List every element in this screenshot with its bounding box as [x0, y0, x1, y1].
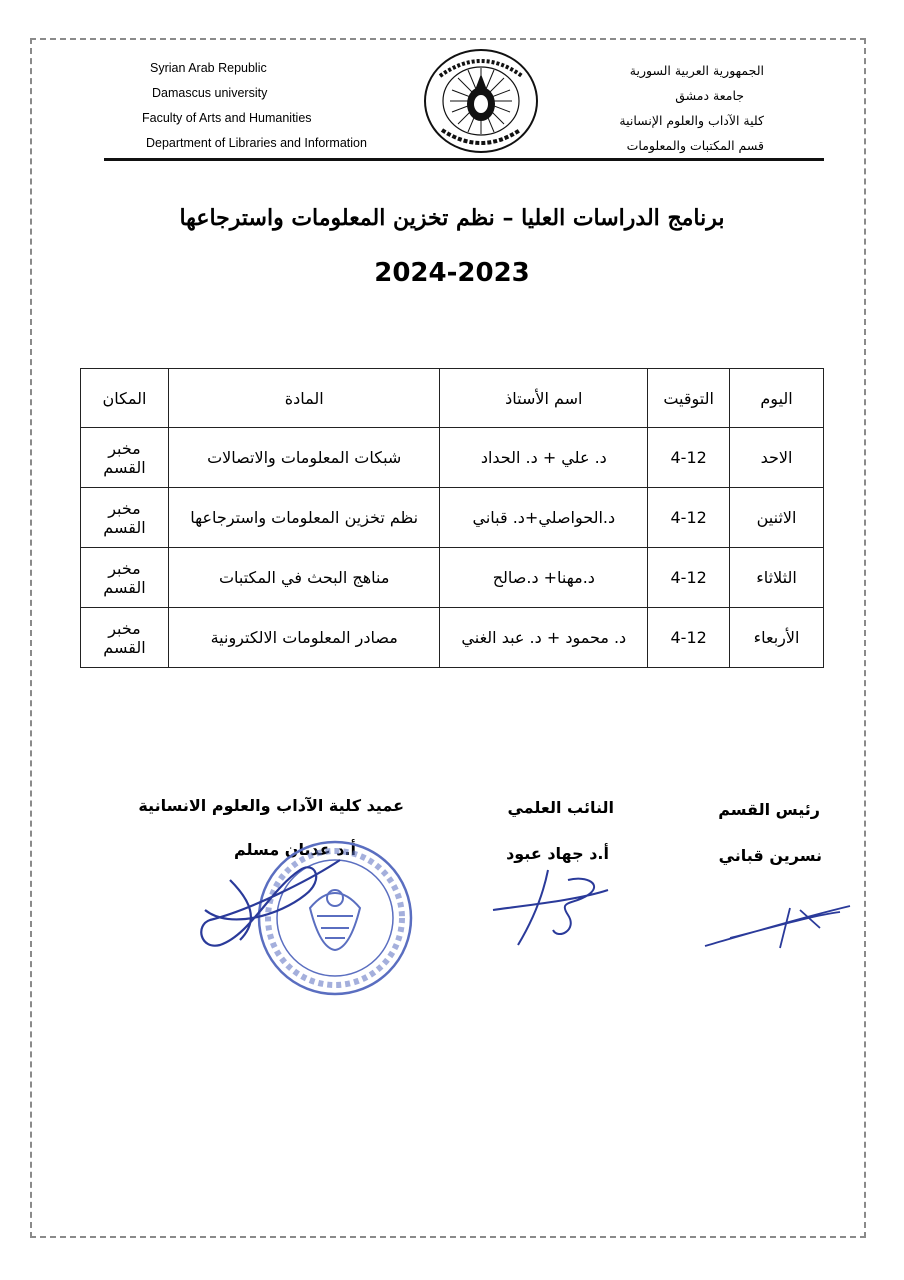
- header-time: التوقيت: [648, 369, 730, 428]
- header-ar-faculty: كلية الآداب والعلوم الإنسانية: [619, 113, 764, 128]
- arabic-header: [504, 58, 764, 158]
- schedule-table: [80, 368, 824, 668]
- cell-subject: شبكات المعلومات والاتصالات: [168, 428, 439, 488]
- cell-time: 4-12: [648, 488, 730, 548]
- header-divider: [104, 158, 824, 161]
- table-row: [81, 428, 824, 488]
- header-professor: اسم الأستاذ: [440, 369, 648, 428]
- header-ar-university: جامعة دمشق: [675, 88, 744, 103]
- cell-day: الاحد: [730, 428, 824, 488]
- academic-year: 2024-2023: [374, 258, 530, 288]
- vice-dean-signature-icon: [488, 860, 618, 950]
- dean-signature-icon: [190, 850, 360, 960]
- header-en-department: Department of Libraries and Information: [146, 136, 367, 150]
- cell-place: مخبر القسم: [81, 428, 169, 488]
- vice-dean-title: النائب العلمي: [507, 798, 614, 817]
- cell-subject: مصادر المعلومات الالكترونية: [168, 608, 439, 668]
- page-title: برنامج الدراسات العليا – نظم تخزين المعلومات واسترجاعها: [179, 205, 725, 231]
- header-en-university: Damascus university: [152, 86, 268, 100]
- table-row: [81, 488, 824, 548]
- english-header: [142, 56, 402, 156]
- cell-time: 4-12: [648, 428, 730, 488]
- cell-professor: د. محمود + د. عبد الغني: [440, 608, 648, 668]
- header-en-faculty: Faculty of Arts and Humanities: [142, 111, 312, 125]
- table-header-row: [81, 369, 824, 428]
- vice-dean-name: أ.د جهاد عبود: [506, 844, 609, 863]
- dean-title: عميد كلية الآداب والعلوم الانسانية: [138, 796, 404, 815]
- cell-day: الثلاثاء: [730, 548, 824, 608]
- header-ar-country: الجمهورية العربية السورية: [629, 63, 764, 78]
- cell-place: مخبر القسم: [81, 548, 169, 608]
- cell-place: مخبر القسم: [81, 488, 169, 548]
- header-subject: المادة: [168, 369, 439, 428]
- cell-day: الاثنين: [730, 488, 824, 548]
- head-of-department-name: نسرين قباني: [718, 846, 822, 865]
- dean-name: أ.د عدنان مسلم: [233, 840, 356, 859]
- header-en-country: Syrian Arab Republic: [150, 61, 267, 75]
- cell-day: الأربعاء: [730, 608, 824, 668]
- head-of-department-title: رئيس القسم: [718, 800, 820, 819]
- cell-professor: د. علي + د. الحداد: [440, 428, 648, 488]
- cell-time: 4-12: [648, 548, 730, 608]
- table-row: [81, 548, 824, 608]
- header-ar-department: قسم المكتبات والمعلومات: [626, 138, 764, 153]
- cell-professor: د.الحواصلي+د. قباني: [440, 488, 648, 548]
- cell-time: 4-12: [648, 608, 730, 668]
- cell-subject: مناهج البحث في المكتبات: [168, 548, 439, 608]
- header-place: المكان: [81, 369, 169, 428]
- table-row: [81, 608, 824, 668]
- cell-subject: نظم تخزين المعلومات واسترجاعها: [168, 488, 439, 548]
- cell-professor: د.مهنا+ د.صالح: [440, 548, 648, 608]
- head-signature-icon: [700, 898, 855, 953]
- header-day: اليوم: [730, 369, 824, 428]
- cell-place: مخبر القسم: [81, 608, 169, 668]
